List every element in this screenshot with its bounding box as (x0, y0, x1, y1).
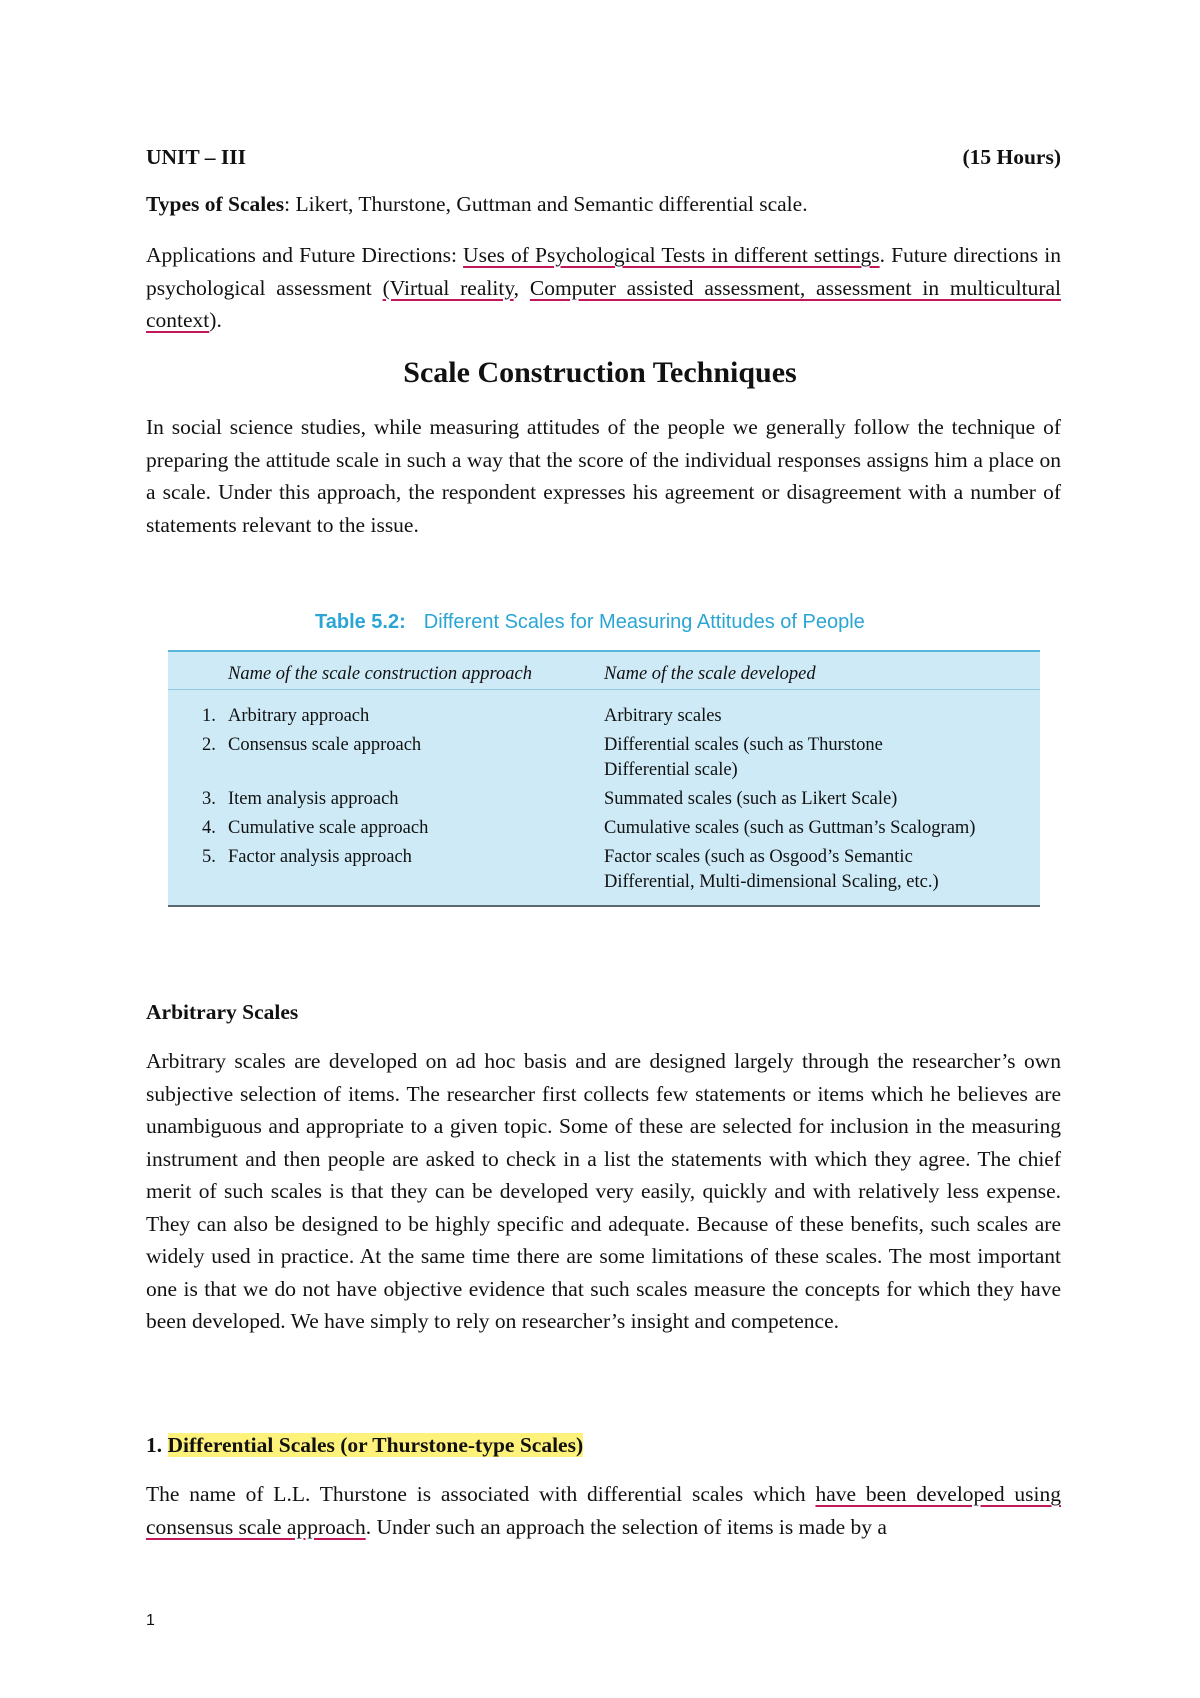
applications-mid: . Future directions in psychological assessment (146, 243, 1061, 300)
arbitrary-scales-heading: Arbitrary Scales (146, 1000, 299, 1024)
applications-link-virtual-reality: (Virtual reality (382, 275, 514, 300)
table-caption-label: Table 5.2: (315, 611, 406, 633)
differential-link: have been developed using consensus scale approach (146, 1482, 1061, 1539)
types-of-scales (146, 192, 1061, 217)
row-number: 5. (202, 847, 216, 867)
differential-scales-paragraph (146, 1478, 1061, 1543)
unit-hours: (15 Hours) (962, 145, 1061, 169)
table-header-approach: Name of the scale construction approach (228, 664, 533, 684)
differential-text-start: The name of L.L. Thurstone is associated with differential scales which (146, 1482, 816, 1506)
unit-header (146, 145, 1061, 170)
applications-prefix: Applications and Future Directions: (146, 243, 464, 267)
types-label: Types of Scales (146, 192, 285, 216)
differential-number: 1. (146, 1433, 168, 1457)
table-caption (315, 611, 865, 634)
differential-heading-text: Differential Scales (or Thurstone-type Scales) (167, 1433, 584, 1457)
row-number: 1. (202, 706, 216, 726)
table-header-scale: Name of the scale developed (604, 664, 816, 684)
row-scale: Summated scales (such as Likert Scale) (604, 789, 898, 809)
table-header-rule (168, 689, 1040, 690)
row-approach: Item analysis approach (228, 789, 399, 809)
row-approach: Arbitrary approach (228, 706, 370, 726)
applications-link-computer-assisted: Computer assisted assessment, assessment in multicultural context (146, 275, 1061, 332)
row-scale: Differential scales (such as Thurstone Differential scale) (604, 735, 883, 780)
row-number: 2. (202, 735, 216, 755)
applications-link-uses: Uses of Psychological Tests in different settings (463, 243, 880, 267)
page-title: Scale Construction Techniques (403, 356, 797, 389)
differential-scales-heading (146, 1433, 583, 1458)
row-scale: Cumulative scales (such as Guttman’s Scalogram) (604, 818, 976, 838)
row-number: 3. (202, 789, 216, 809)
differential-text-end: . Under such an approach the selection of items is made by a (365, 1514, 887, 1539)
intro-paragraph: In social science studies, while measuring attitudes of the people we generally follow the technique of preparing the attitude scale in such a way that the score of the individual responses assigns him a place on a scale. Under this approach, the respondent expresses his agreement or disagreement with a number of statements relevant to the issue. (146, 415, 1061, 537)
table-caption-text: Different Scales for Measuring Attitudes of People (423, 611, 865, 633)
row-number: 4. (202, 818, 216, 838)
row-scale: Factor scales (such as Osgood’s Semantic Differential, Multi-dimensional Scaling, etc.) (604, 847, 939, 892)
applications-end: ). (209, 308, 222, 332)
row-scale: Arbitrary scales (604, 706, 722, 726)
row-approach: Cumulative scale approach (228, 818, 429, 838)
row-approach: Factor analysis approach (228, 847, 412, 867)
applications-paragraph (146, 239, 1061, 337)
page-number: 1 (146, 1612, 155, 1629)
row-approach: Consensus scale approach (228, 735, 422, 755)
unit-title: UNIT – III (146, 145, 246, 169)
applications-comma: , (513, 275, 530, 300)
scales-table (168, 650, 1040, 907)
arbitrary-scales-paragraph: Arbitrary scales are developed on ad hoc basis and are designed largely through the researcher’s own subjective selection of items. The researcher first collects few statements or items which he believes are unambiguous and appropriate to a given topic. Some of these are selected for inclusion in the measuring instrument and then people are asked to check in a list the statements with which they agree. The chief merit of such scales is that they can be developed very easily, quickly and with relatively less expense. They can also be designed to be highly specific and adequate. Because of these benefits, such scales are widely used in practice. At the same time there are some limitations of these scales. The most important one is that we do not have objective evidence that such scales measure the concepts for which they have been developed. We have simply to rely on researcher’s insight and competence. (146, 1049, 1061, 1333)
types-text: : Likert, Thurstone, Guttman and Semantic differential scale. (284, 192, 808, 216)
